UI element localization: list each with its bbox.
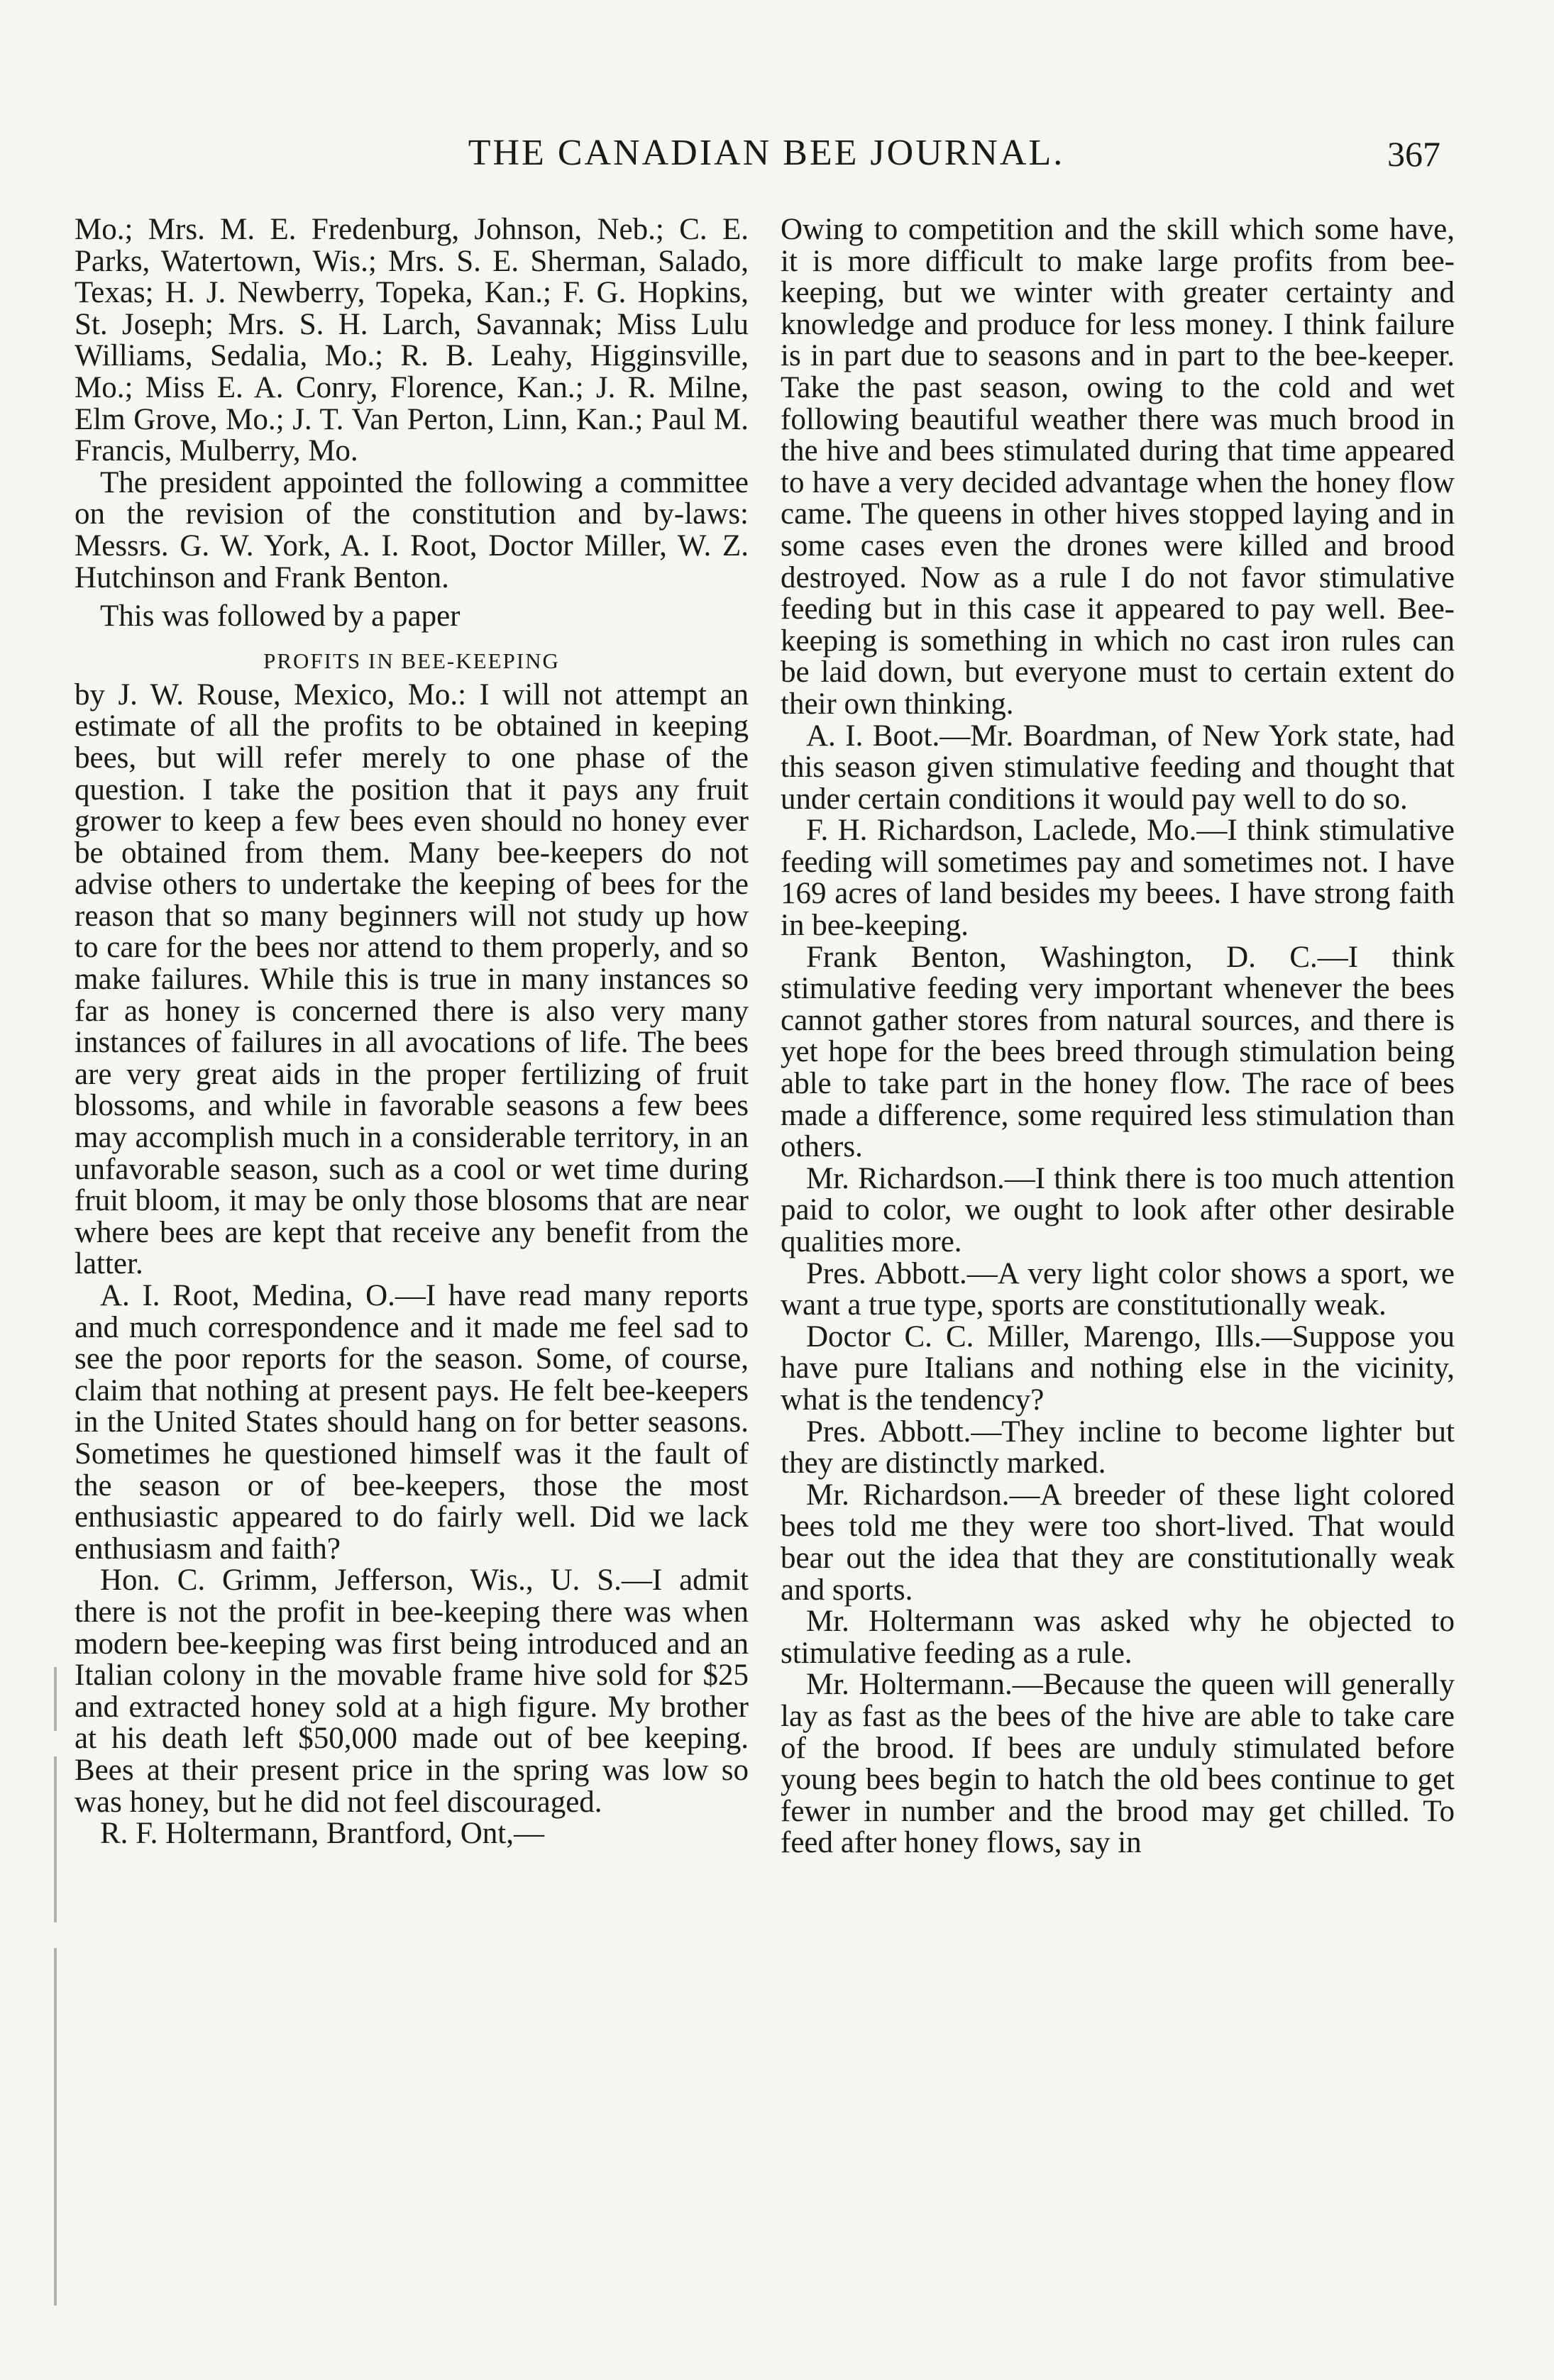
abbott-paragraph-1: Pres. Abbott.—A very light color shows a sport, we want a true type, sports are constitutionally weak.: [781, 1256, 1455, 1322]
richardson-paragraph-3: Mr. Richardson.—A breeder of these light colored bees told me they were too short-lived. That would bear out the idea that they are constitutionally weak and sports.: [781, 1478, 1455, 1607]
holtermann-question-paragraph: Mr. Holtermann was asked why he objected to stimulative feeding as a rule.: [781, 1605, 1455, 1670]
benton-paragraph: Frank Benton, Washington, D. C.—I think stimulative feeding very important whenever the bees cannot gather stores from natural sources, and there is yet hope for the bees breed through stimulation being able to take part in the honey flow. The race of bees made a difference, some required less stimulation than others.: [781, 940, 1455, 1164]
holtermann-answer-paragraph: Mr. Holtermann.—Because the queen will generally lay as fast as the bees of the hive are able to take care of the brood. If bees are unduly stimulated before young bees begin to hatch the old bees continue to get fewer in number and the brood may get chilled. To feed after honey flows, say in: [781, 1668, 1455, 1860]
page-number: 367: [1387, 134, 1440, 174]
abbott-paragraph-2: Pres. Abbott.—They incline to become lighter but they are distinctly marked.: [781, 1415, 1455, 1480]
holtermann-continued-paragraph: Owing to competition and the skill which some have, it is more difficult to make large profits from bee-keeping, but we winter with greater certainty and knowledge and produce for less money. I think failure is in part due to seasons and in part to the bee-keeper. Take the past season, owing to the cold and wet following beautiful weather there was much brood in the hive and bees stimulated during that time appeared to have a very decided advantage when the honey flow came. The queens in other hives stopped laying and in some cases even the drones were killed and brood destroyed. Now as a rule I do not favor stimulative feeding but in this case it appeared to pay well. Bee-keeping is something in which no cast iron rules can be laid down, but everyone must to certain extent do their own thinking.: [781, 213, 1455, 721]
section-heading: PROFITS IN BEE-KEEPING: [263, 648, 560, 673]
rouse-paragraph: by J. W. Rouse, Mexico, Mo.: I will not attempt an estimate of all the profits to be obtained in keeping bees, but will refer merely to one phase of the question. I take the position that it pays any fruit grower to keep a few bees even should no honey ever be obtained from them. Many bee-keepers do not advise others to undertake the keeping of bees for the reason that so many beginners will not study up how to care for the bees nor attend to them properly, and so make failures. While this is true in many instances so far as honey is concerned there is also very many instances of failures in all avocations of life. The bees are very great aids in the proper fertilizing of fruit blossoms, and while in favorable seasons a few bees may accomplish much in a considerable territory, in an unfavorable season, such as a cool or wet time during fruit bloom, it may be only those blosoms that are near where bees are kept that receive any benefit from the latter.: [75, 677, 749, 1281]
grimm-paragraph: Hon. C. Grimm, Jefferson, Wis., U. S.—I admit there is not the profit in bee-keeping there was when modern bee-keeping was first being introduced and an Italian colony in the movable frame hive sold for $25 and extracted honey sold at a high figure. My brother at his death left $50,000 made out of bee keeping. Bees at their present price in the spring was low so was honey, but he did not feel discouraged.: [75, 1563, 749, 1819]
attendee-list-paragraph: Mo.; Mrs. M. E. Fredenburg, Johnson, Neb.; C. E. Parks, Watertown, Wis.; Mrs. S. E. Sherman, Salado, Texas; H. J. Newberry, Topeka, Kan.; F. G. Hopkins, St. Joseph; Mrs. S. H. Larch, Savannak; Miss Lulu Williams, Sedalia, Mo.; R. B. Leahy, Higginsville, Mo.; Miss E. A. Conry, Florence, Kan.; J. R. Milne, Elm Grove, Mo.; J. T. Van Perton, Linn, Kan.; Paul M. Francis, Mulberry, Mo.: [75, 213, 749, 468]
paper-intro-paragraph: This was followed by a paper: [100, 599, 461, 633]
right-column: [781, 214, 1455, 1859]
margin-mark: [54, 1667, 57, 2306]
root-paragraph: A. I. Root, Medina, O.—I have read many reports and much correspondence and it made me feel sad to see the poor reports for the season. Some, of course, claim that nothing at present pays. He felt bee-keepers in the United States should hang on for better seasons. Sometimes he questioned himself was it the fault of the season or of bee-keepers, those the most enthusiastic appeared to do fairly well. Did we lack enthusiasm and faith?: [75, 1279, 749, 1566]
holtermann-intro-paragraph: R. F. Holtermann, Brantford, Ont,—: [100, 1817, 544, 1851]
richardson-paragraph-2: Mr. Richardson.—I think there is too much attention paid to color, we ought to look after other desirable qualities more.: [781, 1161, 1455, 1258]
journal-title: THE CANADIAN BEE JOURNAL.: [468, 133, 1065, 173]
miller-paragraph: Doctor C. C. Miller, Marengo, Ills.—Suppose you have pure Italians and nothing else in the vicinity, what is the tendency?: [781, 1319, 1455, 1417]
left-column: [75, 214, 749, 1850]
committee-paragraph: The president appointed the following a committee on the revision of the constitution and by-laws: Messrs. G. W. York, A. I. Root, Doctor Miller, W. Z. Hutchinson and Frank Benton.: [75, 465, 749, 594]
richardson-paragraph-1: F. H. Richardson, Laclede, Mo.—I think stimulative feeding will sometimes pay and sometimes not. I have 169 acres of land besides my beees. I have strong faith in bee-keeping.: [781, 814, 1455, 943]
boot-paragraph: A. I. Boot.—Mr. Boardman, of New York state, had this season given stimulative feeding and thought that under certain conditions it would pay well to do so.: [781, 719, 1455, 816]
page-header: [78, 126, 1455, 183]
